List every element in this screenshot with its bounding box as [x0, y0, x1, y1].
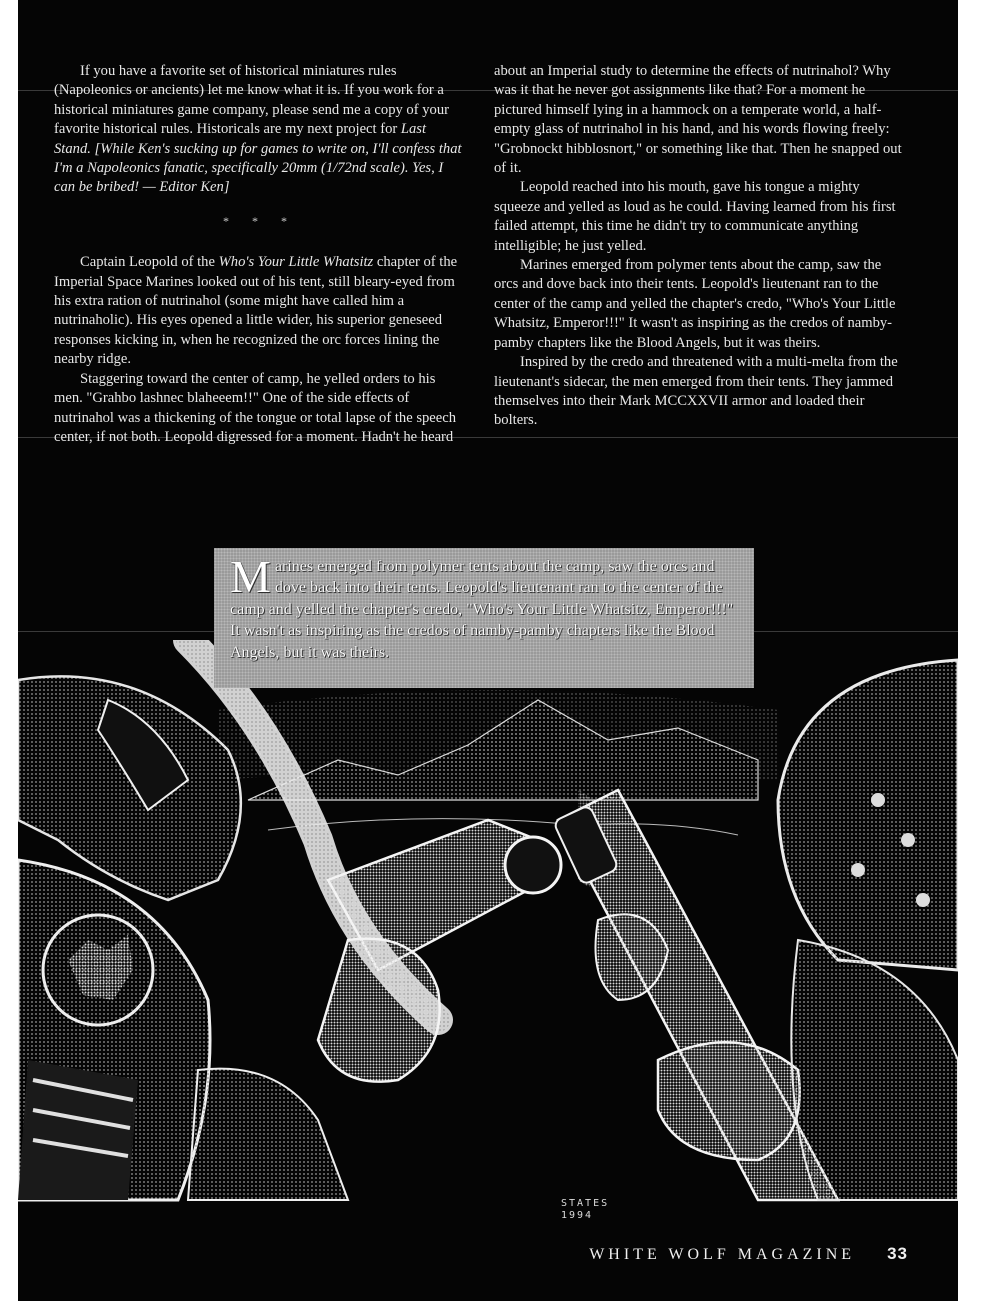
- armor-rivet: [901, 833, 915, 847]
- signature-year: 1994: [561, 1210, 594, 1221]
- page-footer: [589, 1244, 908, 1264]
- story-paragraph: [54, 253, 466, 369]
- intro-text: If you have a favorite set of historical miniatures rules (Napoleonics or ancients) let me know what it is. If you work for a historical miniatures game company, please send me a copy of your favorite historical rules. Historicals are my next project for: [54, 63, 449, 138]
- illustration-space-marines: [18, 640, 958, 1240]
- left-column: [54, 62, 466, 447]
- armor-rivet: [871, 793, 885, 807]
- editor-note: [While Ken's sucking up for games to write on, I'll confess that I'm a Napoleonics fanatic, specifically 20mm (1/72nd scale). Yes, I can be bribed! — Editor Ken]: [54, 140, 462, 196]
- story-text: Captain Leopold of the: [80, 254, 219, 271]
- artist-signature: [561, 1198, 609, 1222]
- armor-rivet: [851, 863, 865, 877]
- story-text: chapter of the Imperial Space Marines looked out of his tent, still bleary-eyed from his extra ration of nutrinahol (some might have called him a nutrinaholic). His eyes opened a little wider, his superior geneseed responses kicking in, when he recognized the orc forces lining the nearby ridge.: [54, 254, 458, 368]
- signature-name: STATES: [561, 1198, 610, 1209]
- intro-paragraph: [54, 62, 466, 198]
- pull-quote: [214, 548, 754, 688]
- magazine-name: WHITE WOLF MAGAZINE: [589, 1246, 856, 1263]
- chapter-name: Who's Your Little Whatsitz: [218, 254, 374, 271]
- right-marine-helmet: [778, 660, 958, 970]
- story-paragraph: Leopold reached into his mouth, gave his tongue a mighty squeeze and yelled as loud as he could. Having learned from his first failed attempt, this time he didn't try to communicate anything intelligible; he just yelled.: [494, 179, 896, 254]
- story-paragraph: Staggering toward the center of camp, he yelled orders to his men. "Grahbo lashnec blaheeem!!" One of the side effects of nutrinahol was a thickening of the tongue or total lapse of the speech center, if not both. Leopold digressed for a moment. Hadn't he heard: [54, 370, 457, 445]
- story-paragraph: Marines emerged from polymer tents about the camp, saw the orcs and dove back into their tents. Leopold's lieutenant ran to the center of the camp and yelled the chapter's credo, "Who's Your Little Whatsitz, Emperor!!!" It wasn't as inspiring as the credos of namby-pamby chapters like the Blood Angels, but it was theirs.: [494, 257, 896, 351]
- left-gauntlet: [318, 939, 440, 1082]
- right-shoulder-pad: [791, 940, 958, 1200]
- right-fist: [658, 1042, 800, 1160]
- page-number: 33: [887, 1244, 908, 1263]
- left-forearm: [188, 1069, 348, 1200]
- section-separator: * * *: [223, 213, 297, 228]
- right-column: [494, 62, 904, 431]
- armor-rivet: [916, 893, 930, 907]
- drop-cap: M: [230, 551, 271, 602]
- story-paragraph: Inspired by the credo and threatened with a multi-melta from the lieutenant's sidecar, the men emerged from their tents. They jammed themselves into their Mark MCCXXVII armor and loaded their bolters.: [494, 354, 898, 429]
- book-title: Last Stand.: [54, 121, 427, 157]
- pull-quote-text: arines emerged from polymer tents about the camp, saw the orcs and dove back into their tents. Leopold's lieutenant ran to the center of the camp and yelled the chapter's credo, "Who's Your Little Whatsitz, Emperor!!!" It wasn't as inspiring as the credos of namby-pamby chapters like the Blood Angels, but it was theirs.: [230, 558, 734, 661]
- bolter-muzzle: [505, 837, 561, 893]
- story-paragraph: about an Imperial study to determine the effects of nutrinahol? Why was it that he never got assignments like that? For a moment he pictured himself lying in a hammock on a temperate world, a half-empty glass of nutrinahol in his hand, and his words flowing freely: "Grobnockt hibblosnort," or something like that. Then he snapped out of it.: [494, 63, 902, 177]
- magazine-page: [18, 0, 958, 1301]
